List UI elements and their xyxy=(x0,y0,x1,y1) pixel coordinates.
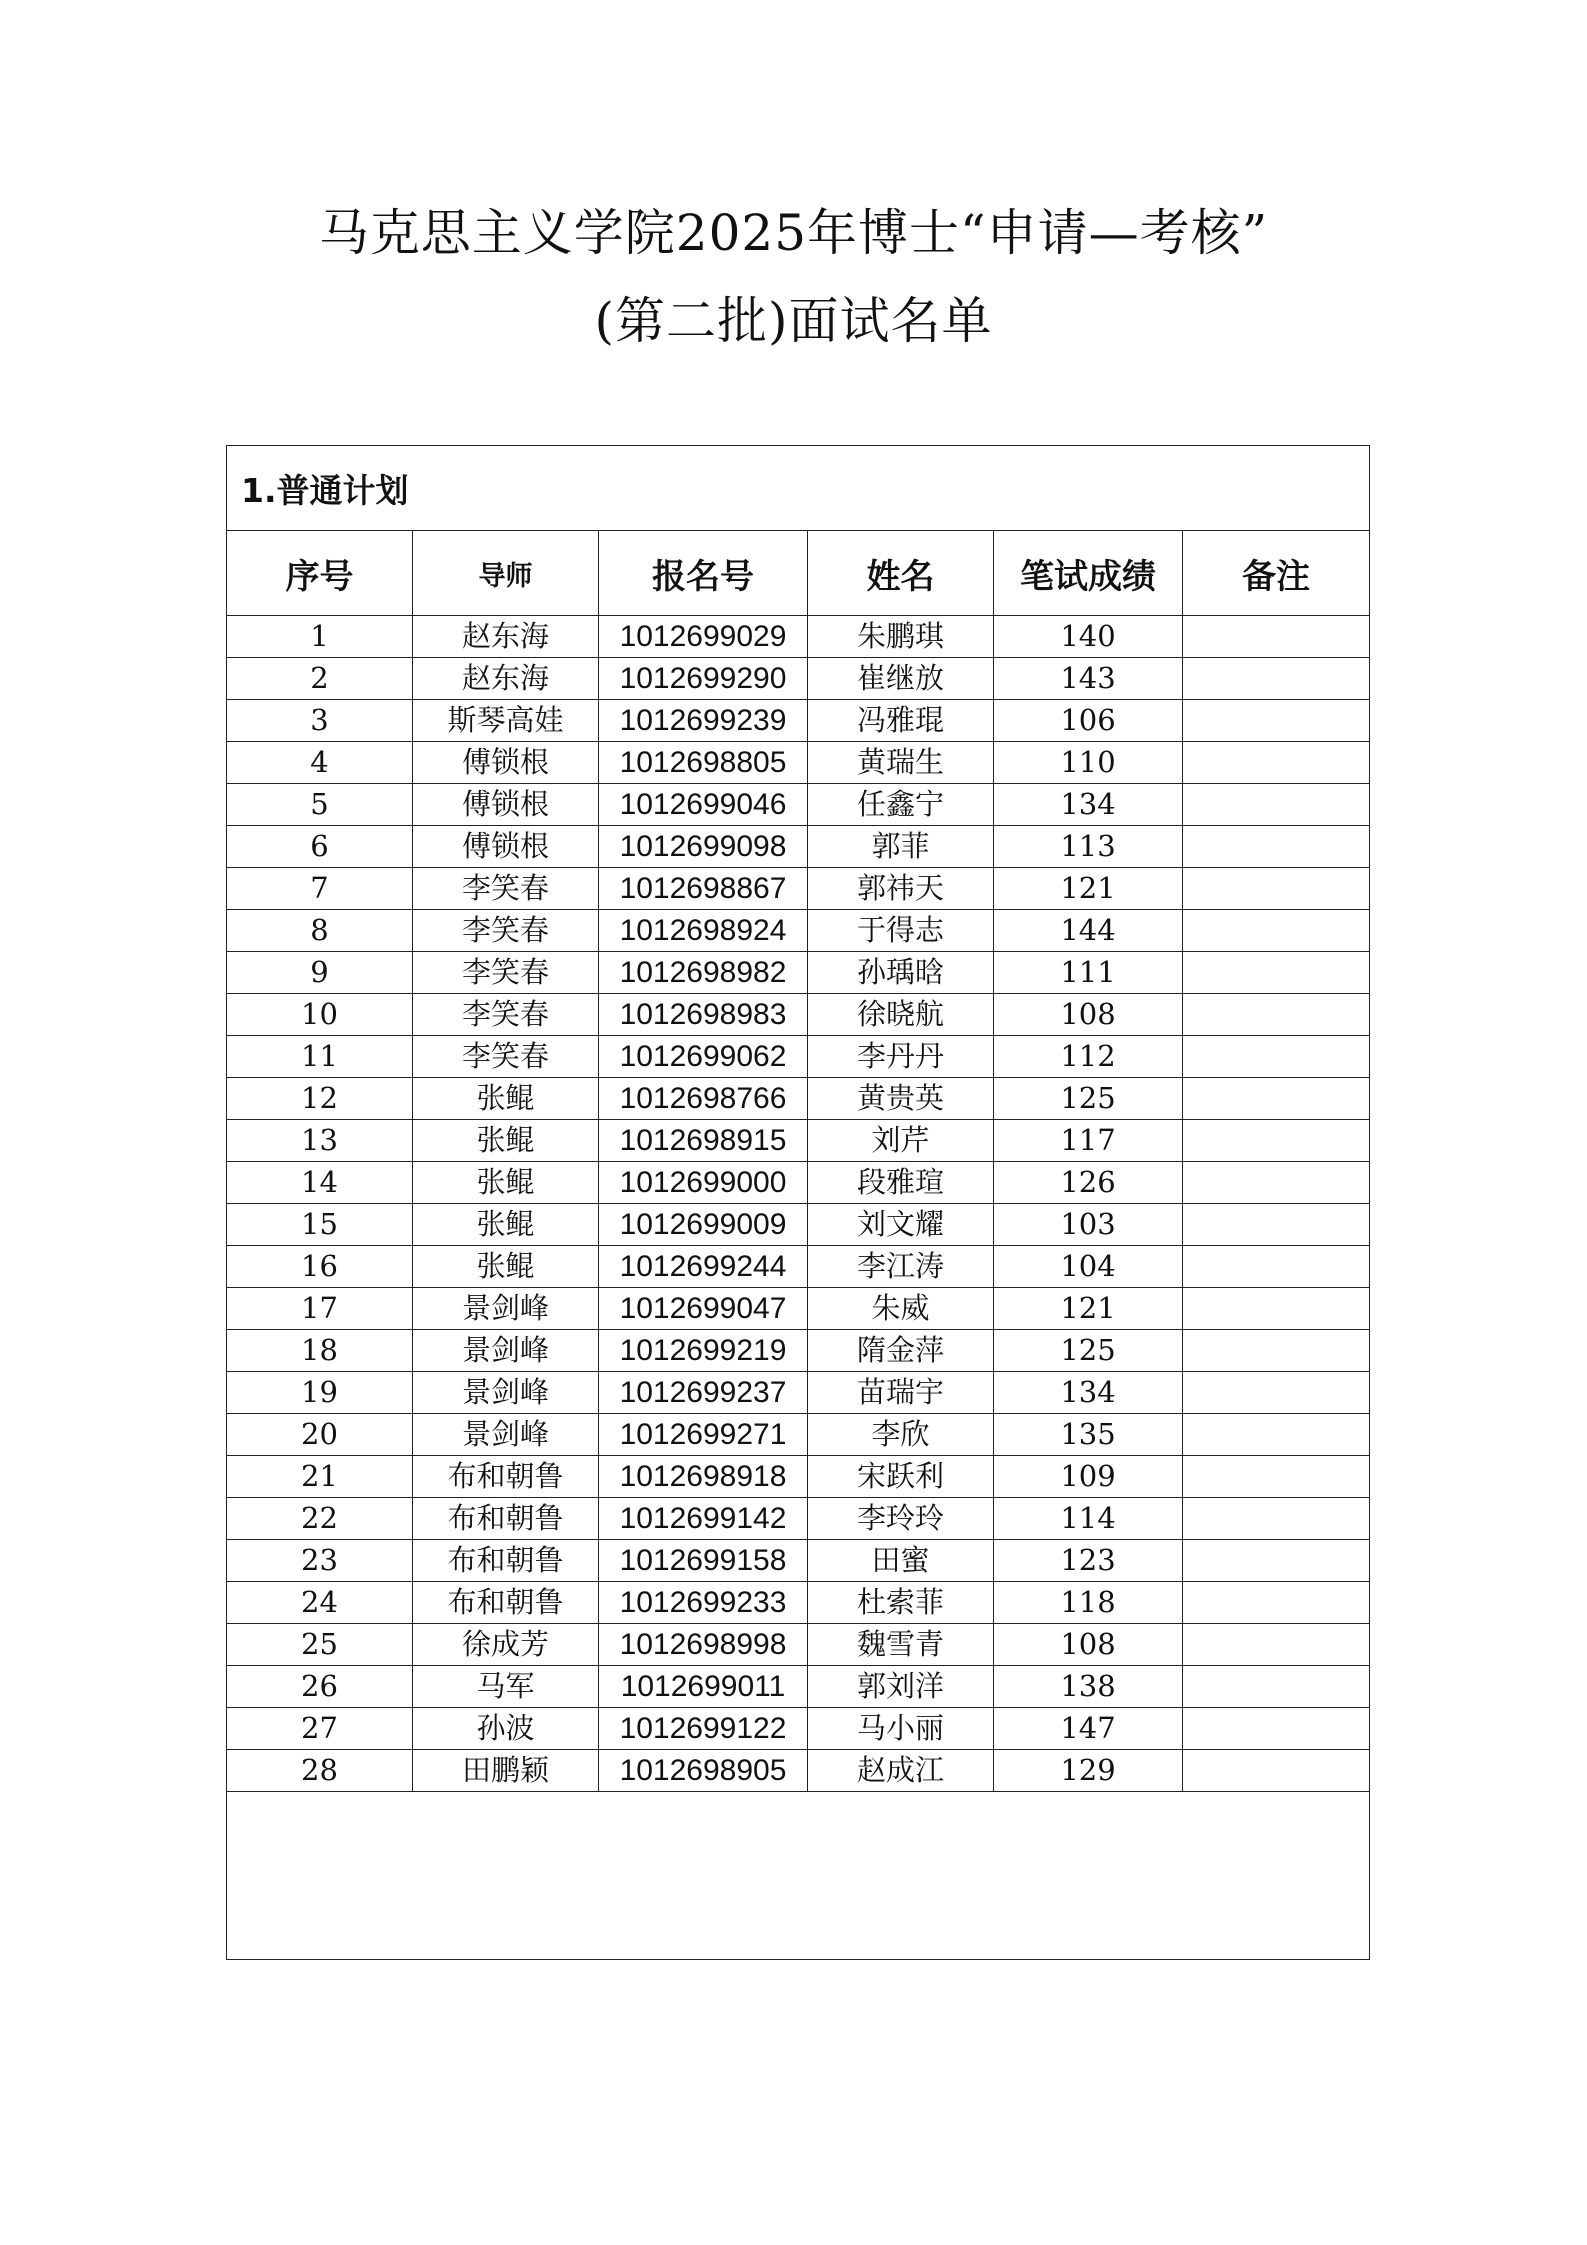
cell-remarks xyxy=(1183,1414,1370,1456)
table-row xyxy=(227,1036,1370,1078)
cell-name: 孙瑀晗 xyxy=(808,952,994,994)
cell-registration-number: 1012698918 xyxy=(599,1456,808,1498)
cell-name: 徐晓航 xyxy=(808,994,994,1036)
cell-remarks xyxy=(1183,910,1370,952)
cell-advisor: 李笑春 xyxy=(413,1036,599,1078)
cell-written-score: 109 xyxy=(994,1456,1183,1498)
cell-registration-number: 1012699098 xyxy=(599,826,808,868)
table-row xyxy=(227,1414,1370,1456)
cell-remarks xyxy=(1183,868,1370,910)
header-name: 姓名 xyxy=(808,531,994,616)
cell-remarks xyxy=(1183,1036,1370,1078)
section-row xyxy=(227,446,1370,531)
cell-name: 任鑫宁 xyxy=(808,784,994,826)
cell-written-score: 125 xyxy=(994,1330,1183,1372)
table-row xyxy=(227,658,1370,700)
cell-advisor: 徐成芳 xyxy=(413,1624,599,1666)
cell-advisor: 张鲲 xyxy=(413,1162,599,1204)
cell-registration-number: 1012699011 xyxy=(599,1666,808,1708)
cell-remarks xyxy=(1183,1498,1370,1540)
cell-serial: 10 xyxy=(227,994,413,1036)
table-row xyxy=(227,1624,1370,1666)
cell-registration-number: 1012698982 xyxy=(599,952,808,994)
cell-name: 李江涛 xyxy=(808,1246,994,1288)
cell-serial: 21 xyxy=(227,1456,413,1498)
cell-registration-number: 1012699244 xyxy=(599,1246,808,1288)
cell-serial: 25 xyxy=(227,1624,413,1666)
cell-written-score: 138 xyxy=(994,1666,1183,1708)
table-row xyxy=(227,1120,1370,1162)
cell-remarks xyxy=(1183,1750,1370,1792)
cell-serial: 18 xyxy=(227,1330,413,1372)
cell-name: 魏雪青 xyxy=(808,1624,994,1666)
cell-remarks xyxy=(1183,1708,1370,1750)
cell-registration-number: 1012699233 xyxy=(599,1582,808,1624)
cell-remarks xyxy=(1183,1078,1370,1120)
table-row xyxy=(227,1162,1370,1204)
cell-name: 黄贵英 xyxy=(808,1078,994,1120)
cell-name: 李欣 xyxy=(808,1414,994,1456)
cell-written-score: 114 xyxy=(994,1498,1183,1540)
cell-written-score: 106 xyxy=(994,700,1183,742)
cell-name: 朱威 xyxy=(808,1288,994,1330)
cell-serial: 7 xyxy=(227,868,413,910)
cell-remarks xyxy=(1183,616,1370,658)
table-row xyxy=(227,1582,1370,1624)
cell-advisor: 马军 xyxy=(413,1666,599,1708)
cell-registration-number: 1012698805 xyxy=(599,742,808,784)
cell-written-score: 134 xyxy=(994,1372,1183,1414)
cell-name: 冯雅琨 xyxy=(808,700,994,742)
cell-written-score: 112 xyxy=(994,1036,1183,1078)
cell-registration-number: 1012699237 xyxy=(599,1372,808,1414)
cell-serial: 4 xyxy=(227,742,413,784)
cell-registration-number: 1012699142 xyxy=(599,1498,808,1540)
section-label: 1.普通计划 xyxy=(227,446,1370,531)
cell-remarks xyxy=(1183,952,1370,994)
blank-footer-row xyxy=(227,1792,1370,1960)
cell-registration-number: 1012699009 xyxy=(599,1204,808,1246)
table-header-row xyxy=(227,531,1370,616)
cell-registration-number: 1012699122 xyxy=(599,1708,808,1750)
table-row xyxy=(227,1498,1370,1540)
cell-name: 赵成江 xyxy=(808,1750,994,1792)
cell-remarks xyxy=(1183,1288,1370,1330)
cell-name: 黄瑞生 xyxy=(808,742,994,784)
cell-registration-number: 1012699239 xyxy=(599,700,808,742)
table-row xyxy=(227,1456,1370,1498)
table-row xyxy=(227,1708,1370,1750)
cell-remarks xyxy=(1183,1204,1370,1246)
cell-advisor: 景剑峰 xyxy=(413,1288,599,1330)
cell-written-score: 118 xyxy=(994,1582,1183,1624)
cell-name: 隋金萍 xyxy=(808,1330,994,1372)
cell-advisor: 布和朝鲁 xyxy=(413,1498,599,1540)
cell-written-score: 125 xyxy=(994,1078,1183,1120)
cell-name: 苗瑞宇 xyxy=(808,1372,994,1414)
cell-remarks xyxy=(1183,1582,1370,1624)
cell-advisor: 布和朝鲁 xyxy=(413,1582,599,1624)
cell-name: 刘芹 xyxy=(808,1120,994,1162)
cell-serial: 17 xyxy=(227,1288,413,1330)
cell-advisor: 李笑春 xyxy=(413,994,599,1036)
cell-remarks xyxy=(1183,1246,1370,1288)
table-row xyxy=(227,1666,1370,1708)
table-row xyxy=(227,1204,1370,1246)
cell-registration-number: 1012699271 xyxy=(599,1414,808,1456)
cell-advisor: 布和朝鲁 xyxy=(413,1540,599,1582)
cell-remarks xyxy=(1183,700,1370,742)
cell-name: 田蜜 xyxy=(808,1540,994,1582)
table-row xyxy=(227,1372,1370,1414)
cell-written-score: 121 xyxy=(994,868,1183,910)
cell-advisor: 赵东海 xyxy=(413,616,599,658)
cell-written-score: 113 xyxy=(994,826,1183,868)
cell-registration-number: 1012699219 xyxy=(599,1330,808,1372)
cell-serial: 6 xyxy=(227,826,413,868)
cell-serial: 23 xyxy=(227,1540,413,1582)
document-subtitle: (第二批)面试名单 xyxy=(594,292,993,350)
cell-name: 崔继放 xyxy=(808,658,994,700)
cell-written-score: 110 xyxy=(994,742,1183,784)
cell-serial: 5 xyxy=(227,784,413,826)
cell-remarks xyxy=(1183,1456,1370,1498)
table-row xyxy=(227,1330,1370,1372)
cell-registration-number: 1012698766 xyxy=(599,1078,808,1120)
cell-remarks xyxy=(1183,742,1370,784)
cell-name: 于得志 xyxy=(808,910,994,952)
cell-serial: 19 xyxy=(227,1372,413,1414)
cell-remarks xyxy=(1183,1624,1370,1666)
cell-advisor: 张鲲 xyxy=(413,1078,599,1120)
cell-written-score: 104 xyxy=(994,1246,1183,1288)
cell-serial: 28 xyxy=(227,1750,413,1792)
cell-name: 刘文耀 xyxy=(808,1204,994,1246)
table-row xyxy=(227,616,1370,658)
table-row xyxy=(227,952,1370,994)
cell-advisor: 张鲲 xyxy=(413,1120,599,1162)
cell-remarks xyxy=(1183,784,1370,826)
table-row xyxy=(227,868,1370,910)
header-registration-number: 报名号 xyxy=(599,531,808,616)
cell-advisor: 孙波 xyxy=(413,1708,599,1750)
cell-written-score: 123 xyxy=(994,1540,1183,1582)
cell-name: 杜索菲 xyxy=(808,1582,994,1624)
cell-registration-number: 1012699158 xyxy=(599,1540,808,1582)
header-advisor: 导师 xyxy=(413,531,599,616)
table-row xyxy=(227,1078,1370,1120)
cell-advisor: 张鲲 xyxy=(413,1246,599,1288)
cell-registration-number: 1012699047 xyxy=(599,1288,808,1330)
cell-remarks xyxy=(1183,1120,1370,1162)
cell-advisor: 赵东海 xyxy=(413,658,599,700)
cell-written-score: 143 xyxy=(994,658,1183,700)
cell-registration-number: 1012699062 xyxy=(599,1036,808,1078)
table-row xyxy=(227,910,1370,952)
cell-serial: 2 xyxy=(227,658,413,700)
table-row xyxy=(227,1750,1370,1792)
table-row xyxy=(227,1246,1370,1288)
cell-registration-number: 1012698915 xyxy=(599,1120,808,1162)
cell-written-score: 129 xyxy=(994,1750,1183,1792)
cell-registration-number: 1012699029 xyxy=(599,616,808,658)
interview-list-table xyxy=(226,445,1370,1960)
cell-name: 李丹丹 xyxy=(808,1036,994,1078)
table-row xyxy=(227,994,1370,1036)
cell-written-score: 108 xyxy=(994,994,1183,1036)
cell-name: 李玲玲 xyxy=(808,1498,994,1540)
cell-written-score: 111 xyxy=(994,952,1183,994)
cell-name: 段雅瑄 xyxy=(808,1162,994,1204)
cell-advisor: 景剑峰 xyxy=(413,1330,599,1372)
cell-advisor: 布和朝鲁 xyxy=(413,1456,599,1498)
cell-registration-number: 1012698998 xyxy=(599,1624,808,1666)
cell-registration-number: 1012698983 xyxy=(599,994,808,1036)
cell-serial: 16 xyxy=(227,1246,413,1288)
cell-serial: 9 xyxy=(227,952,413,994)
cell-name: 郭菲 xyxy=(808,826,994,868)
cell-remarks xyxy=(1183,1540,1370,1582)
cell-name: 马小丽 xyxy=(808,1708,994,1750)
table-row xyxy=(227,1540,1370,1582)
cell-remarks xyxy=(1183,826,1370,868)
cell-remarks xyxy=(1183,994,1370,1036)
cell-registration-number: 1012699046 xyxy=(599,784,808,826)
cell-serial: 22 xyxy=(227,1498,413,1540)
table-row xyxy=(227,700,1370,742)
cell-advisor: 景剑峰 xyxy=(413,1414,599,1456)
cell-name: 郭刘洋 xyxy=(808,1666,994,1708)
cell-registration-number: 1012699000 xyxy=(599,1162,808,1204)
cell-serial: 11 xyxy=(227,1036,413,1078)
cell-serial: 14 xyxy=(227,1162,413,1204)
cell-serial: 13 xyxy=(227,1120,413,1162)
cell-advisor: 李笑春 xyxy=(413,910,599,952)
cell-written-score: 121 xyxy=(994,1288,1183,1330)
cell-registration-number: 1012699290 xyxy=(599,658,808,700)
cell-serial: 1 xyxy=(227,616,413,658)
cell-written-score: 103 xyxy=(994,1204,1183,1246)
cell-advisor: 景剑峰 xyxy=(413,1372,599,1414)
cell-registration-number: 1012698905 xyxy=(599,1750,808,1792)
cell-name: 宋跃利 xyxy=(808,1456,994,1498)
cell-written-score: 117 xyxy=(994,1120,1183,1162)
cell-written-score: 134 xyxy=(994,784,1183,826)
cell-advisor: 田鹏颖 xyxy=(413,1750,599,1792)
cell-name: 朱鹏琪 xyxy=(808,616,994,658)
cell-registration-number: 1012698924 xyxy=(599,910,808,952)
cell-advisor: 斯琴高娃 xyxy=(413,700,599,742)
cell-name: 郭祎天 xyxy=(808,868,994,910)
cell-remarks xyxy=(1183,658,1370,700)
table-row xyxy=(227,742,1370,784)
cell-advisor: 李笑春 xyxy=(413,868,599,910)
cell-remarks xyxy=(1183,1666,1370,1708)
cell-written-score: 126 xyxy=(994,1162,1183,1204)
blank-footer-cell xyxy=(227,1792,1370,1960)
cell-written-score: 140 xyxy=(994,616,1183,658)
cell-written-score: 147 xyxy=(994,1708,1183,1750)
cell-serial: 12 xyxy=(227,1078,413,1120)
cell-advisor: 傅锁根 xyxy=(413,742,599,784)
cell-remarks xyxy=(1183,1372,1370,1414)
cell-serial: 26 xyxy=(227,1666,413,1708)
cell-serial: 8 xyxy=(227,910,413,952)
table-row xyxy=(227,784,1370,826)
cell-serial: 15 xyxy=(227,1204,413,1246)
header-serial: 序号 xyxy=(227,531,413,616)
cell-serial: 3 xyxy=(227,700,413,742)
cell-written-score: 144 xyxy=(994,910,1183,952)
cell-serial: 20 xyxy=(227,1414,413,1456)
document-title: 马克思主义学院2025年博士“申请—考核” xyxy=(318,204,1269,262)
cell-serial: 27 xyxy=(227,1708,413,1750)
cell-advisor: 张鲲 xyxy=(413,1204,599,1246)
cell-written-score: 135 xyxy=(994,1414,1183,1456)
cell-advisor: 李笑春 xyxy=(413,952,599,994)
header-remarks: 备注 xyxy=(1183,531,1370,616)
cell-registration-number: 1012698867 xyxy=(599,868,808,910)
cell-remarks xyxy=(1183,1162,1370,1204)
cell-written-score: 108 xyxy=(994,1624,1183,1666)
table-row xyxy=(227,826,1370,868)
header-written-score: 笔试成绩 xyxy=(994,531,1183,616)
cell-serial: 24 xyxy=(227,1582,413,1624)
cell-remarks xyxy=(1183,1330,1370,1372)
table-row xyxy=(227,1288,1370,1330)
cell-advisor: 傅锁根 xyxy=(413,826,599,868)
cell-advisor: 傅锁根 xyxy=(413,784,599,826)
